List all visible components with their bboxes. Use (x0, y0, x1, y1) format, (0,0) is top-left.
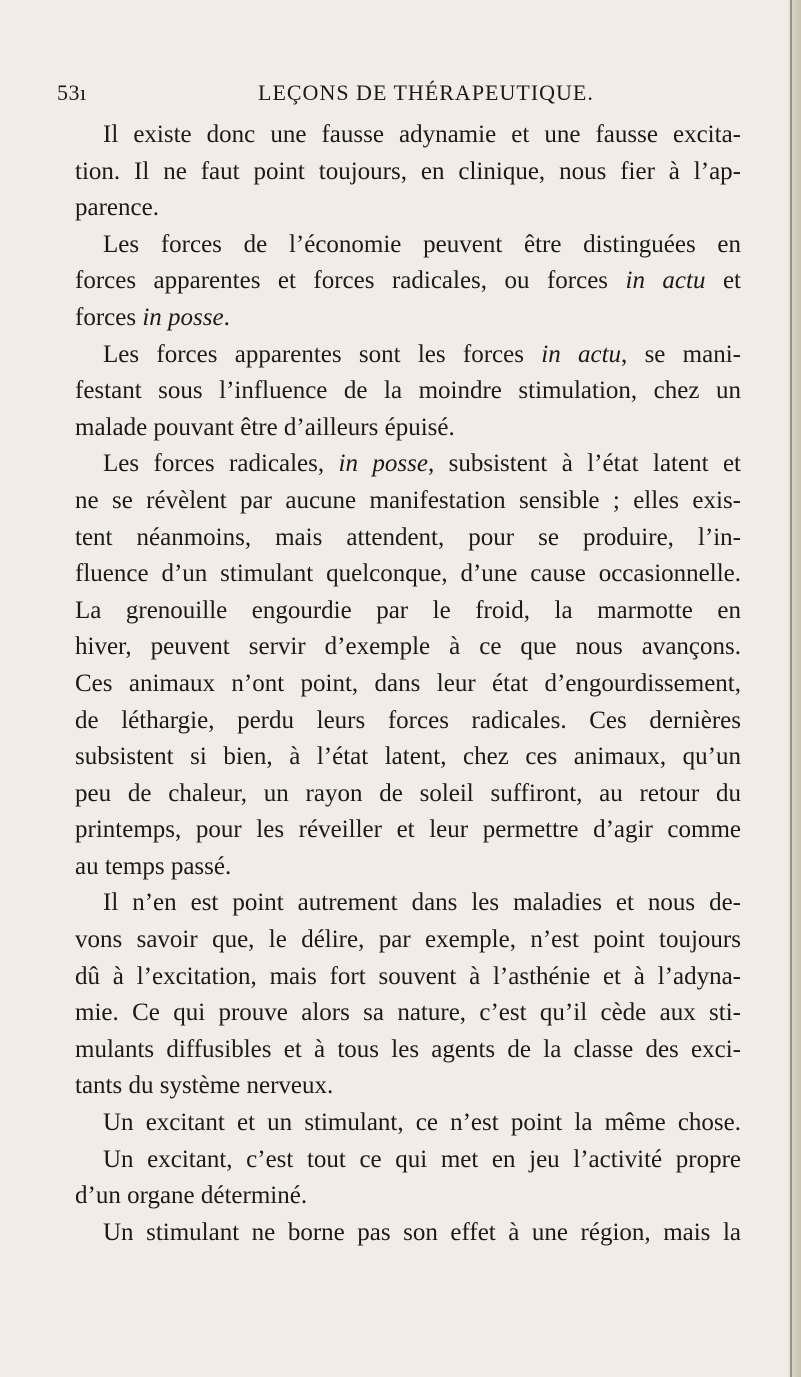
italic-term: in posse (142, 303, 224, 331)
text-line (75, 337, 741, 374)
page-number: 53ı (57, 80, 87, 105)
text-line: tants du système nerveux. (75, 1072, 334, 1100)
text-segment: forces (75, 303, 143, 331)
text-line: tion. Il ne faut point toujours, en clinique, nous fier à l’ap- (75, 157, 741, 185)
running-head-title: LEÇONS DE THÉRAPEUTIQUE. (258, 80, 594, 105)
text-line (75, 300, 741, 337)
text-segment: forces apparentes et forces radicales, ou forces (75, 267, 626, 295)
italic-term: in actu (625, 267, 706, 295)
text-line: Un excitant et un stimulant, ce n’est point la même chose. (103, 1109, 741, 1137)
text-segment: et (705, 267, 741, 295)
text-line: peu de chaleur, un rayon de soleil suffiront, au retour du (75, 779, 741, 807)
text-segment: , se mani- (621, 340, 741, 368)
text-line: de léthargie, perdu leurs forces radicales. Ces dernières (75, 706, 741, 734)
italic-term: in posse (338, 450, 428, 478)
text-line: tent néanmoins, mais attendent, pour se produire, l’in- (75, 523, 741, 551)
text-line: ne se révèlent par aucune manifestation sensible ; elles exis- (75, 486, 741, 514)
text-segment: , subsistent à l’état latent et (427, 450, 741, 478)
text-line: festant sous l’influence de la moindre stimulation, chez un (75, 377, 741, 405)
text-line: mulants diffusibles et à tous les agents de la classe des exci- (75, 1035, 741, 1063)
text-line: fluence d’un stimulant quelconque, d’une cause occasionnelle. (75, 560, 741, 588)
text-line: Ces animaux n’ont point, dans leur état d’engourdissement, (75, 669, 741, 697)
text-line: parence. (75, 194, 159, 222)
text-line: printemps, pour les réveiller et leur permettre d’agir comme (75, 816, 741, 844)
text-line: vons savoir que, le délire, par exemple, n’est point toujours (75, 926, 741, 954)
text-segment: Les forces radicales, (103, 450, 339, 478)
text-line: au temps passé. (75, 852, 232, 880)
italic-term: in actu (541, 340, 622, 368)
page-edge-line (790, 0, 792, 1377)
text-line: hiver, peuvent servir d’exemple à ce que nous avançons. (75, 633, 741, 661)
text-line: Il n’en est point autrement dans les maladies et nous de- (103, 889, 741, 917)
text-segment: . (223, 303, 230, 331)
body-text (75, 117, 741, 1251)
running-head (57, 80, 737, 112)
text-line (75, 446, 741, 483)
text-line: malade pouvant être d’ailleurs épuisé. (75, 413, 455, 441)
text-line: subsistent si bien, à l’état latent, chez ces animaux, qu’un (75, 743, 741, 771)
text-line: mie. Ce qui prouve alors sa nature, c’est qu’il cède aux sti- (75, 999, 741, 1027)
text-line: d’un organe déterminé. (75, 1182, 308, 1210)
text-line: Il existe donc une fausse adynamie et une fausse excita- (103, 121, 741, 148)
text-line: Un excitant, c’est tout ce qui met en jeu l’activité propre (103, 1145, 741, 1173)
text-line (75, 263, 741, 300)
text-line: La grenouille engourdie par le froid, la marmotte en (75, 596, 741, 624)
text-segment: Les forces apparentes sont les forces (103, 340, 542, 368)
text-line: dû à l’excitation, mais fort souvent à l’asthénie et à l’adyna- (75, 962, 741, 990)
text-line: Un stimulant ne borne pas son effet à une région, mais la (103, 1218, 741, 1246)
text-line: Les forces de l’économie peuvent être distinguées en (103, 230, 741, 258)
